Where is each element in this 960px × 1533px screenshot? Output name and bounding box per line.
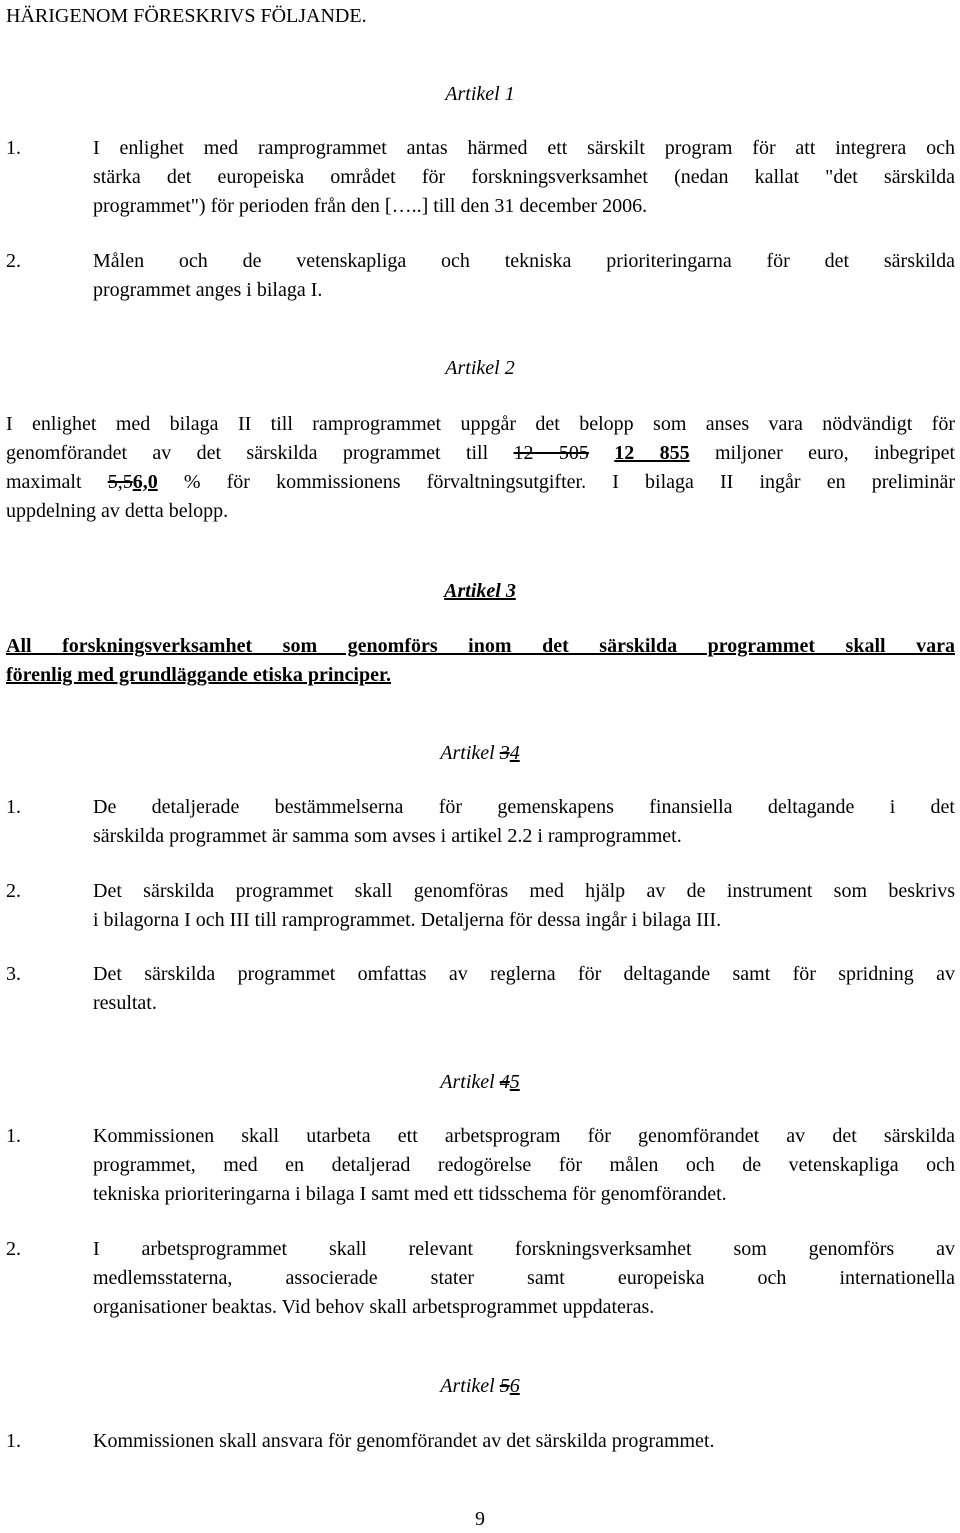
article-2-line-3-text-a: maximalt — [6, 471, 82, 493]
article-6-new-number: 6 — [509, 1375, 520, 1397]
article-4-p1-line-2: särskilda programmet är samma som avses i artikel 2.2 i ramprogrammet. — [93, 825, 682, 847]
article-4-old-number: 3 — [499, 742, 510, 764]
article-3-line-1: All forskningsverksamhet som genomförs inom det särskilda programmet skall vara — [6, 635, 955, 657]
article-5-p2-line-2: medlemsstaterna, associerade stater samt europeiska och internationella — [93, 1267, 955, 1289]
article-5-p1-line-1: Kommissionen skall utarbeta ett arbetsprogram för genomförandet av det särskilda — [93, 1125, 955, 1147]
preamble: HÄRIGENOM FÖRESKRIVS FÖLJANDE. — [6, 5, 367, 27]
article-2-line-2-text-b: miljoner euro, inbegripet — [714, 442, 956, 464]
article-5-p2-line-1: I arbetsprogrammet skall relevant forskningsverksamhet som genomförs av — [93, 1238, 955, 1260]
article-2-line-4: uppdelning av detta belopp. — [6, 500, 229, 522]
article-5-p2-number: 2. — [6, 1238, 21, 1260]
article-5-p1-number: 1. — [6, 1125, 21, 1147]
article-4-p3-line-2: resultat. — [93, 992, 157, 1014]
article-2-line-2-text-a: genomförandet av det särskilda programmet till — [6, 442, 489, 464]
article-1-p1-line-2: stärka det europeiska området för forskningsverksamhet (nedan kallat "det särskilda — [93, 166, 955, 188]
article-1-title: Artikel 1 — [445, 83, 515, 105]
article-1-p2-line-2: programmet anges i bilaga I. — [93, 279, 323, 301]
article-2-line-1: I enlighet med bilaga II till ramprogrammet uppgår det belopp som anses vara nödvändigt för — [6, 413, 955, 435]
page-number: 9 — [475, 1508, 485, 1530]
article-4-p3-line-1: Det särskilda programmet omfattas av reglerna för deltagande samt för spridning av — [93, 963, 955, 985]
article-6-p1-number: 1. — [6, 1430, 21, 1452]
article-6-p1-line-1: Kommissionen skall ansvara för genomförandet av det särskilda programmet. — [93, 1430, 715, 1452]
article-4-p3-number: 3. — [6, 963, 21, 985]
article-5-title-prefix: Artikel — [440, 1071, 500, 1093]
article-2-line-3 — [6, 468, 955, 496]
article-1-p1-line-1: I enlighet med ramprogrammet antas härmed ett särskilt program för att integrera och — [93, 137, 955, 159]
article-4-p2-line-1: Det särskilda programmet skall genomföras med hjälp av de instrument som beskrivs — [93, 880, 955, 902]
article-5-title — [0, 1068, 960, 1096]
article-5-p1-line-3: tekniska prioriteringarna i bilaga I samt med ett tidsschema för genomförandet. — [93, 1183, 727, 1205]
article-2-title: Artikel 2 — [445, 357, 515, 379]
article-4-p1-number: 1. — [6, 796, 21, 818]
article-3-line-2: förenlig med grundläggande etiska principer. — [6, 664, 392, 686]
inserted-percentage: 6,0 — [132, 471, 158, 493]
article-6-old-number: 5 — [499, 1375, 510, 1397]
article-2-line-3-text-b: % för kommissionens förvaltningsutgifter. I bilaga II ingår en preliminär — [183, 471, 956, 493]
article-4-title — [0, 739, 960, 767]
article-1-p1-line-3: programmet") för perioden från den […..] till den 31 december 2006. — [93, 195, 648, 217]
article-4-new-number: 4 — [509, 742, 520, 764]
article-6-title-prefix: Artikel — [440, 1375, 500, 1397]
article-4-p1-line-1: De detaljerade bestämmelserna för gemenskapens finansiella deltagande i det — [93, 796, 955, 818]
article-5-p2-line-3: organisationer beaktas. Vid behov skall arbetsprogrammet uppdateras. — [93, 1296, 655, 1318]
article-3-title: Artikel 3 — [444, 580, 516, 602]
deleted-percentage: 5,5 — [107, 471, 133, 493]
article-1-p2-line-1: Målen och de vetenskapliga och tekniska prioriteringarna för det särskilda — [93, 250, 955, 272]
article-4-title-prefix: Artikel — [440, 742, 500, 764]
article-6-title — [0, 1372, 960, 1400]
deleted-amount: 12 505 — [513, 442, 589, 464]
article-4-p2-number: 2. — [6, 880, 21, 902]
article-2-line-2 — [6, 439, 955, 467]
article-4-p2-line-2: i bilagorna I och III till ramprogrammet. Detaljerna för dessa ingår i bilaga III. — [93, 909, 722, 931]
article-5-old-number: 4 — [499, 1071, 510, 1093]
article-1-p1-number: 1. — [6, 137, 21, 159]
inserted-amount: 12 855 — [614, 442, 690, 464]
article-1-p2-number: 2. — [6, 250, 21, 272]
article-5-p1-line-2: programmet, med en detaljerad redogörelse för målen och de vetenskapliga och — [93, 1154, 955, 1176]
article-5-new-number: 5 — [509, 1071, 520, 1093]
